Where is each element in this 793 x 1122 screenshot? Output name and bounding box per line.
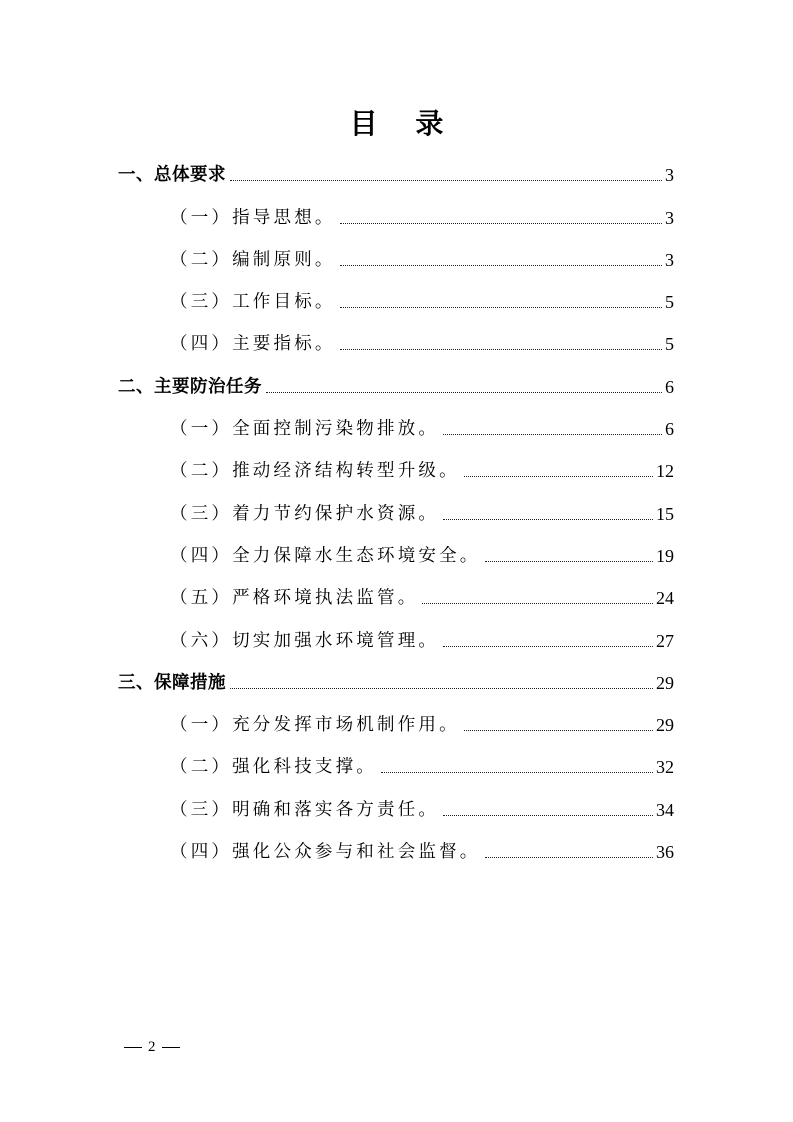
toc-section-3[interactable] <box>118 653 674 695</box>
toc-page-number: 19 <box>656 545 674 566</box>
toc-entry-title: （二）强化科技支撑。 <box>170 757 377 778</box>
toc-entry-title: （六）切实加强水环境管理。 <box>170 630 440 651</box>
toc-page-number: 3 <box>665 249 674 270</box>
toc-subsection-1-3[interactable] <box>118 272 674 314</box>
dot-leader <box>340 265 662 266</box>
toc-entry-title: （一）全面控制污染物排放。 <box>170 419 440 440</box>
toc-entry-title: 二、主要防治任务 <box>118 376 262 397</box>
dot-leader <box>485 857 654 858</box>
page-footer <box>118 1039 186 1056</box>
toc-entry-title: 一、总体要求 <box>118 165 226 186</box>
toc-entry-title: （四）主要指标。 <box>170 334 336 355</box>
dot-leader <box>422 603 653 604</box>
page-title: 目 录 <box>349 107 458 140</box>
toc-page-number: 29 <box>656 715 674 736</box>
toc-section-2[interactable] <box>118 356 674 398</box>
toc-subsection-2-4[interactable] <box>118 526 674 568</box>
dot-leader <box>340 307 662 308</box>
toc-page-number: 3 <box>665 165 674 186</box>
toc-entry-title: （一）指导思想。 <box>170 207 336 228</box>
toc-subsection-3-2[interactable] <box>118 737 674 779</box>
toc-entry-title: （三）明确和落实各方责任。 <box>170 799 440 820</box>
dot-leader <box>266 392 662 393</box>
toc-subsection-1-2[interactable] <box>118 230 674 272</box>
dot-leader <box>443 815 653 816</box>
dot-leader <box>464 730 653 731</box>
toc-entry-title: 三、保障措施 <box>118 672 226 693</box>
toc-entry-title: （三）工作目标。 <box>170 292 336 313</box>
toc-entry-title: （四）全力保障水生态环境安全。 <box>170 545 481 566</box>
toc-subsection-2-5[interactable] <box>118 568 674 610</box>
dot-leader <box>443 646 653 647</box>
toc-page-number: 6 <box>665 376 674 397</box>
dot-leader <box>230 180 662 181</box>
toc-subsection-3-1[interactable] <box>118 695 674 737</box>
toc-page-number: 3 <box>665 207 674 228</box>
toc-subsection-2-1[interactable] <box>118 399 674 441</box>
toc-page-number: 5 <box>665 334 674 355</box>
toc-subsection-3-4[interactable] <box>118 822 674 864</box>
toc-entry-title: （二）推动经济结构转型升级。 <box>170 461 460 482</box>
toc-subsection-2-6[interactable] <box>118 610 674 652</box>
toc-subsection-2-2[interactable] <box>118 441 674 483</box>
toc-subsection-1-1[interactable] <box>118 187 674 229</box>
footer-dash-left <box>124 1047 142 1048</box>
dot-leader <box>340 349 662 350</box>
toc-subsection-1-4[interactable] <box>118 314 674 356</box>
toc-subsection-2-3[interactable] <box>118 483 674 525</box>
dot-leader <box>230 688 653 689</box>
toc-page-number: 6 <box>665 419 674 440</box>
toc-page-number: 32 <box>656 757 674 778</box>
toc-page-number: 27 <box>656 630 674 651</box>
toc-section-1[interactable] <box>118 145 674 187</box>
dot-leader <box>340 223 662 224</box>
toc-entry-title: （一）充分发挥市场机制作用。 <box>170 715 460 736</box>
dot-leader <box>464 476 653 477</box>
dot-leader <box>381 772 653 773</box>
toc-subsection-3-3[interactable] <box>118 779 674 821</box>
footer-dash-right <box>162 1047 180 1048</box>
footer-page-number: 2 <box>148 1039 156 1055</box>
toc-page-number: 5 <box>665 292 674 313</box>
toc-entry-title: （四）强化公众参与和社会监督。 <box>170 842 481 863</box>
dot-leader <box>443 519 653 520</box>
dot-leader <box>485 561 654 562</box>
toc-entry-title: （三）着力节约保护水资源。 <box>170 503 440 524</box>
toc-page-number: 24 <box>656 588 674 609</box>
toc-entry-title: （五）严格环境执法监管。 <box>170 588 419 609</box>
toc-page-number: 29 <box>656 672 674 693</box>
table-of-contents <box>118 145 674 864</box>
toc-page-number: 15 <box>656 503 674 524</box>
toc-page-number: 12 <box>656 461 674 482</box>
toc-page-number: 36 <box>656 842 674 863</box>
dot-leader <box>443 434 662 435</box>
toc-page-number: 34 <box>656 799 674 820</box>
toc-entry-title: （二）编制原则。 <box>170 249 336 270</box>
